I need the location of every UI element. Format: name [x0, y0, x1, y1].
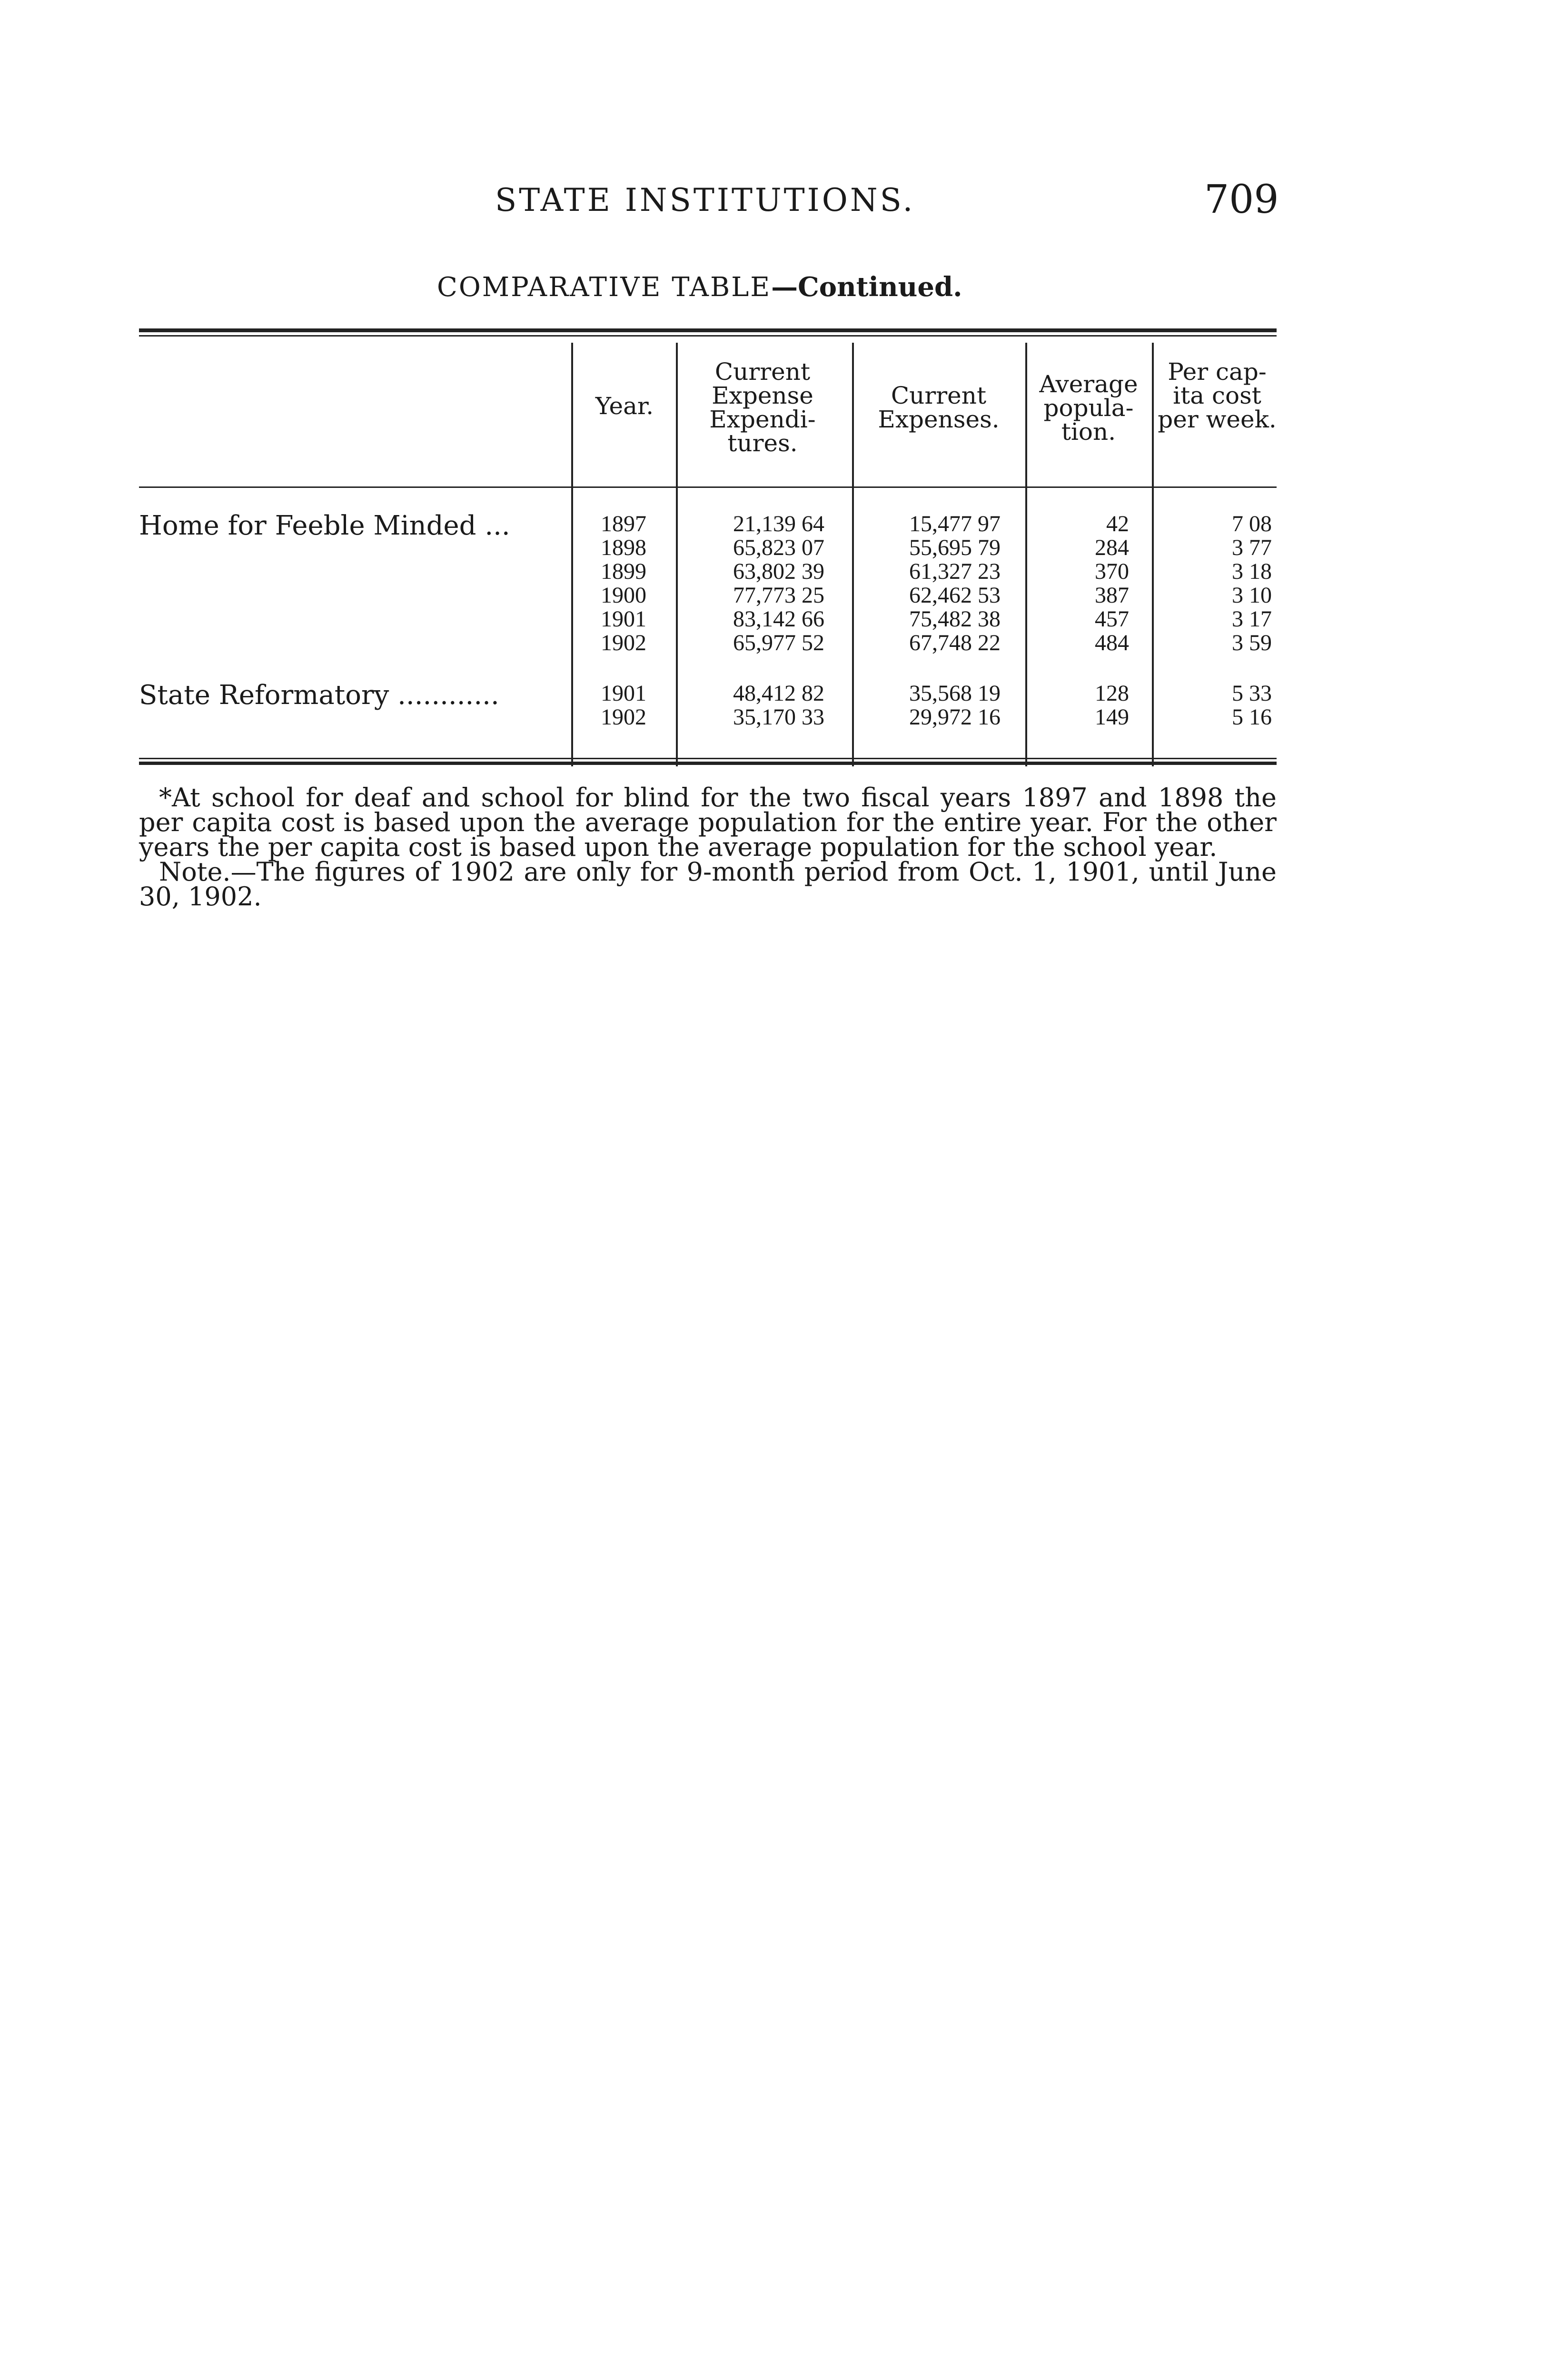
column-rule — [1152, 343, 1154, 766]
expenditures-column-group-2 — [682, 682, 824, 729]
table-cell: 61,327 23 — [909, 559, 1001, 584]
column-header-average-population: Average popula- tion. — [1039, 370, 1138, 446]
population-column-group-2 — [1034, 682, 1129, 729]
note: Note.—The figures of 1902 are only for 9-month period from Oct. 1, 1901, until June 30, 1902. — [139, 857, 1277, 912]
table-cell: 63,802 39 — [733, 559, 824, 584]
page-number: 709 — [1204, 177, 1279, 222]
column-rule — [676, 343, 678, 766]
year-column-group-1 — [581, 512, 666, 655]
table-cell: 3 77 — [1232, 535, 1272, 560]
table-cell: 1898 — [601, 535, 646, 560]
table-title-suffix: —Continued. — [771, 271, 962, 303]
expenses-column-group-2 — [858, 682, 1001, 729]
table-cell: 1902 — [601, 630, 646, 655]
header-rule — [139, 486, 1277, 488]
row-label-state-reformatory: State Reformatory ............ — [139, 680, 499, 711]
per-capita-column-group-2 — [1162, 682, 1272, 729]
population-column-group-1 — [1034, 512, 1129, 655]
table-cell: 65,823 07 — [733, 535, 824, 560]
table-cell: 1901 — [601, 681, 646, 706]
table-cell: 62,462 53 — [909, 583, 1001, 608]
column-rule — [852, 343, 854, 766]
expenses-column-group-1 — [858, 512, 1001, 655]
table-cell: 67,748 22 — [909, 630, 1001, 655]
table-cell: 35,568 19 — [909, 681, 1001, 706]
table-cell: 1900 — [601, 583, 646, 608]
column-header-current-expense-expenditures: Current Expense Expendi- tures. — [709, 358, 816, 457]
table-cell: 1897 — [601, 511, 646, 536]
table-cell: 5 16 — [1232, 704, 1272, 730]
table-cell: 128 — [1095, 681, 1129, 706]
table-cell: 149 — [1095, 704, 1129, 730]
table-cell: 48,412 82 — [733, 681, 824, 706]
table-cell: 77,773 25 — [733, 583, 824, 608]
table-cell: 3 59 — [1232, 630, 1272, 655]
column-rule — [1025, 343, 1027, 766]
table-title-main: COMPARATIVE TABLE — [437, 272, 772, 303]
table-cell: 1902 — [601, 704, 646, 730]
per-capita-column-group-1 — [1162, 512, 1272, 655]
table-cell: 75,482 38 — [909, 606, 1001, 632]
table-cell: 21,139 64 — [733, 511, 824, 536]
table-bottom-rule — [139, 762, 1277, 765]
table-cell: 29,972 16 — [909, 704, 1001, 730]
table-cell: 3 18 — [1232, 559, 1272, 584]
table-cell: 5 33 — [1232, 681, 1272, 706]
table-cell: 83,142 66 — [733, 606, 824, 632]
expenditures-column-group-1 — [682, 512, 824, 655]
table-cell: 1899 — [601, 559, 646, 584]
row-label-home-for-feeble-minded: Home for Feeble Minded ... — [139, 510, 510, 541]
table-cell: 15,477 97 — [909, 511, 1001, 536]
table-cell: 42 — [1106, 511, 1129, 536]
table-cell: 387 — [1095, 583, 1129, 608]
table-cell: 3 17 — [1232, 606, 1272, 632]
column-header-per-capita-cost: Per cap- ita cost per week. — [1158, 358, 1277, 433]
table-cell: 457 — [1095, 606, 1129, 632]
table-title — [437, 271, 962, 303]
table-bottom-rule-thin — [139, 758, 1277, 759]
table-cell: 1901 — [601, 606, 646, 632]
table-cell: 484 — [1095, 630, 1129, 655]
year-column-group-2 — [581, 682, 666, 729]
table-cell: 55,695 79 — [909, 535, 1001, 560]
table-cell: 7 08 — [1232, 511, 1272, 536]
column-header-year: Year. — [595, 392, 654, 420]
table-top-rule — [139, 328, 1277, 332]
comparative-table — [139, 333, 1277, 762]
footnote: *At school for deaf and school for blind for the two fiscal years 1897 and 1898 the per capita cost is based upon the average population for the entire year. For the other years the per capita cost is based upon the average population for the school year. — [139, 783, 1277, 862]
column-header-current-expenses: Current Expenses. — [878, 382, 1000, 433]
table-cell: 370 — [1095, 559, 1129, 584]
table-cell: 35,170 33 — [733, 704, 824, 730]
table-cell: 65,977 52 — [733, 630, 824, 655]
running-head: STATE INSTITUTIONS. — [495, 182, 915, 218]
table-cell: 284 — [1095, 535, 1129, 560]
table-notes — [139, 783, 1277, 912]
table-cell: 3 10 — [1232, 583, 1272, 608]
